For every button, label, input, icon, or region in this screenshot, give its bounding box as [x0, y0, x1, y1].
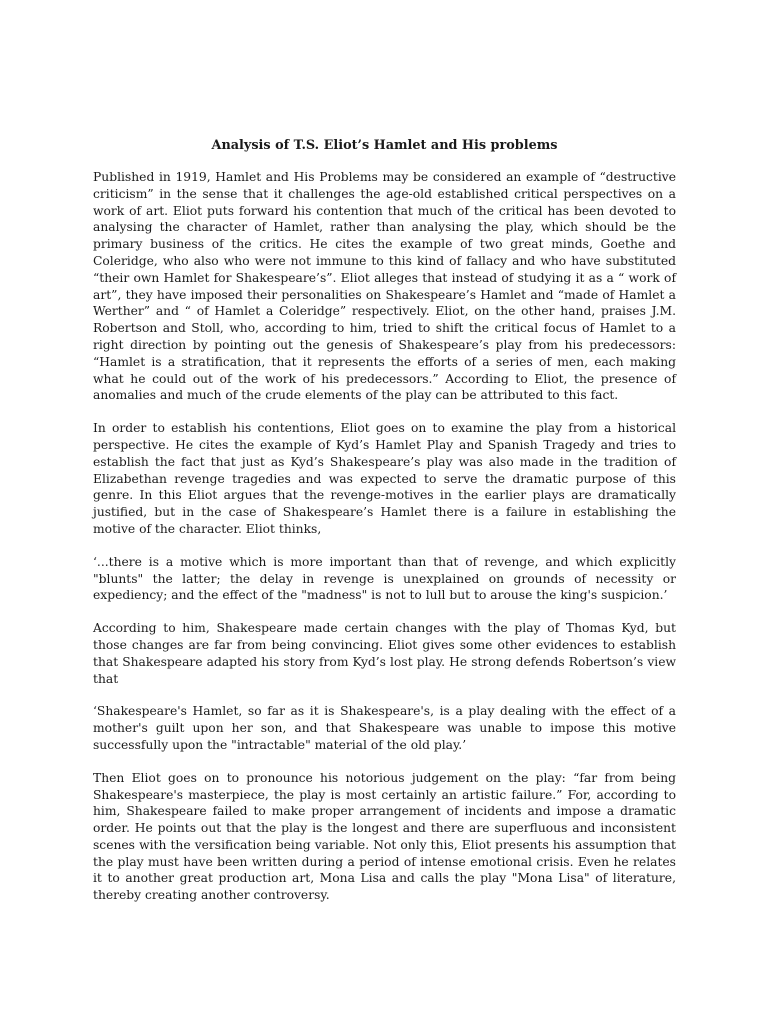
paragraph-judgement: Then Eliot goes on to pronounce his notorious judgement on the play: “far from being Shakespeare's masterpiece, the play is most certainly an artistic failure.” For, according to him, Shakespeare failed to make proper arrangement of incidents and impose a dramatic order. He points out that the play is the longest and there are superfluous and inconsistent scenes with the versification being variable. Not only this, Eliot presents his assumption that the play must have been written during a period of intense emotional crisis. Even he relates it to another great production art, Mona Lisa and calls the play "Mona Lisa" of literature, thereby creating another controversy.	[93, 770, 676, 903]
document-title: Analysis of T.S. Eliot’s Hamlet and His problems	[211, 138, 558, 153]
document-page	[93, 138, 676, 920]
paragraph-historical: In order to establish his contentions, Eliot goes on to examine the play from a historical perspective. He cites the example of Kyd’s Hamlet Play and Spanish Tragedy and tries to establish the fact that just as Kyd’s Shakespeare’s play was also made in the tradition of Elizabethan revenge tragedies and was expected to serve the dramatic purpose of this genre. In this Eliot argues that the revenge-motives in the earlier plays are dramatically justified, but in the case of Shakespeare’s Hamlet there is a failure in establishing the motive of the character. Eliot thinks,	[93, 421, 676, 536]
paragraph-changes: According to him, Shakespeare made certain changes with the play of Thomas Kyd, but those changes are far from being convincing. Eliot gives some other evidences to establish that Shakespeare adapted his story from Kyd’s lost play. He strong defends Robertson’s view that	[93, 621, 676, 686]
quote-robertson: ‘Shakespeare's Hamlet, so far as it is Shakespeare's, is a play dealing with the effect of a mother's guilt upon her son, and that Shakespeare was unable to impose this motive successfully upon the "intractable" material of the old play.’	[93, 704, 676, 752]
quote-motive: ‘...there is a motive which is more important than that of revenge, and which explicitly "blunts" the latter; the delay in revenge is unexplained on grounds of necessity or expediency; and the effect of the "madness" is not to lull but to arouse the king's suspicion.’	[93, 554, 676, 603]
paragraph-intro: Published in 1919, Hamlet and His Problems may be considered an example of “destructive criticism” in the sense that it challenges the age-old established critical perspectives on a work of art. Eliot puts forward his contention that much of the critical has been devoted to analysing the character of Hamlet, rather than analysing the play, which should be the primary business of the critics. He cites the example of two great minds, Goethe and Coleridge, who also who were not immune to this kind of fallacy and who have substituted “their own Hamlet for Shakespeare’s”. Eliot alleges that instead of studying it as a “ work of art”, they have imposed their personalities on Shakespeare’s Hamlet and “made of Hamlet a Werther” and “ of Hamlet a Coleridge” respectively. Eliot, on the other hand, praises J.M. Robertson and Stoll, who, according to him, tried to shift the critical focus of Hamlet to a right direction by pointing out the genesis of Shakespeare’s play from his predecessors: “Hamlet is a stratification, that it represents the efforts of a series of men, each making what he could out of the work of his predecessors.” According to Eliot, the presence of anomalies and much of the crude elements of the play can be attributed to this fact.	[93, 170, 676, 403]
